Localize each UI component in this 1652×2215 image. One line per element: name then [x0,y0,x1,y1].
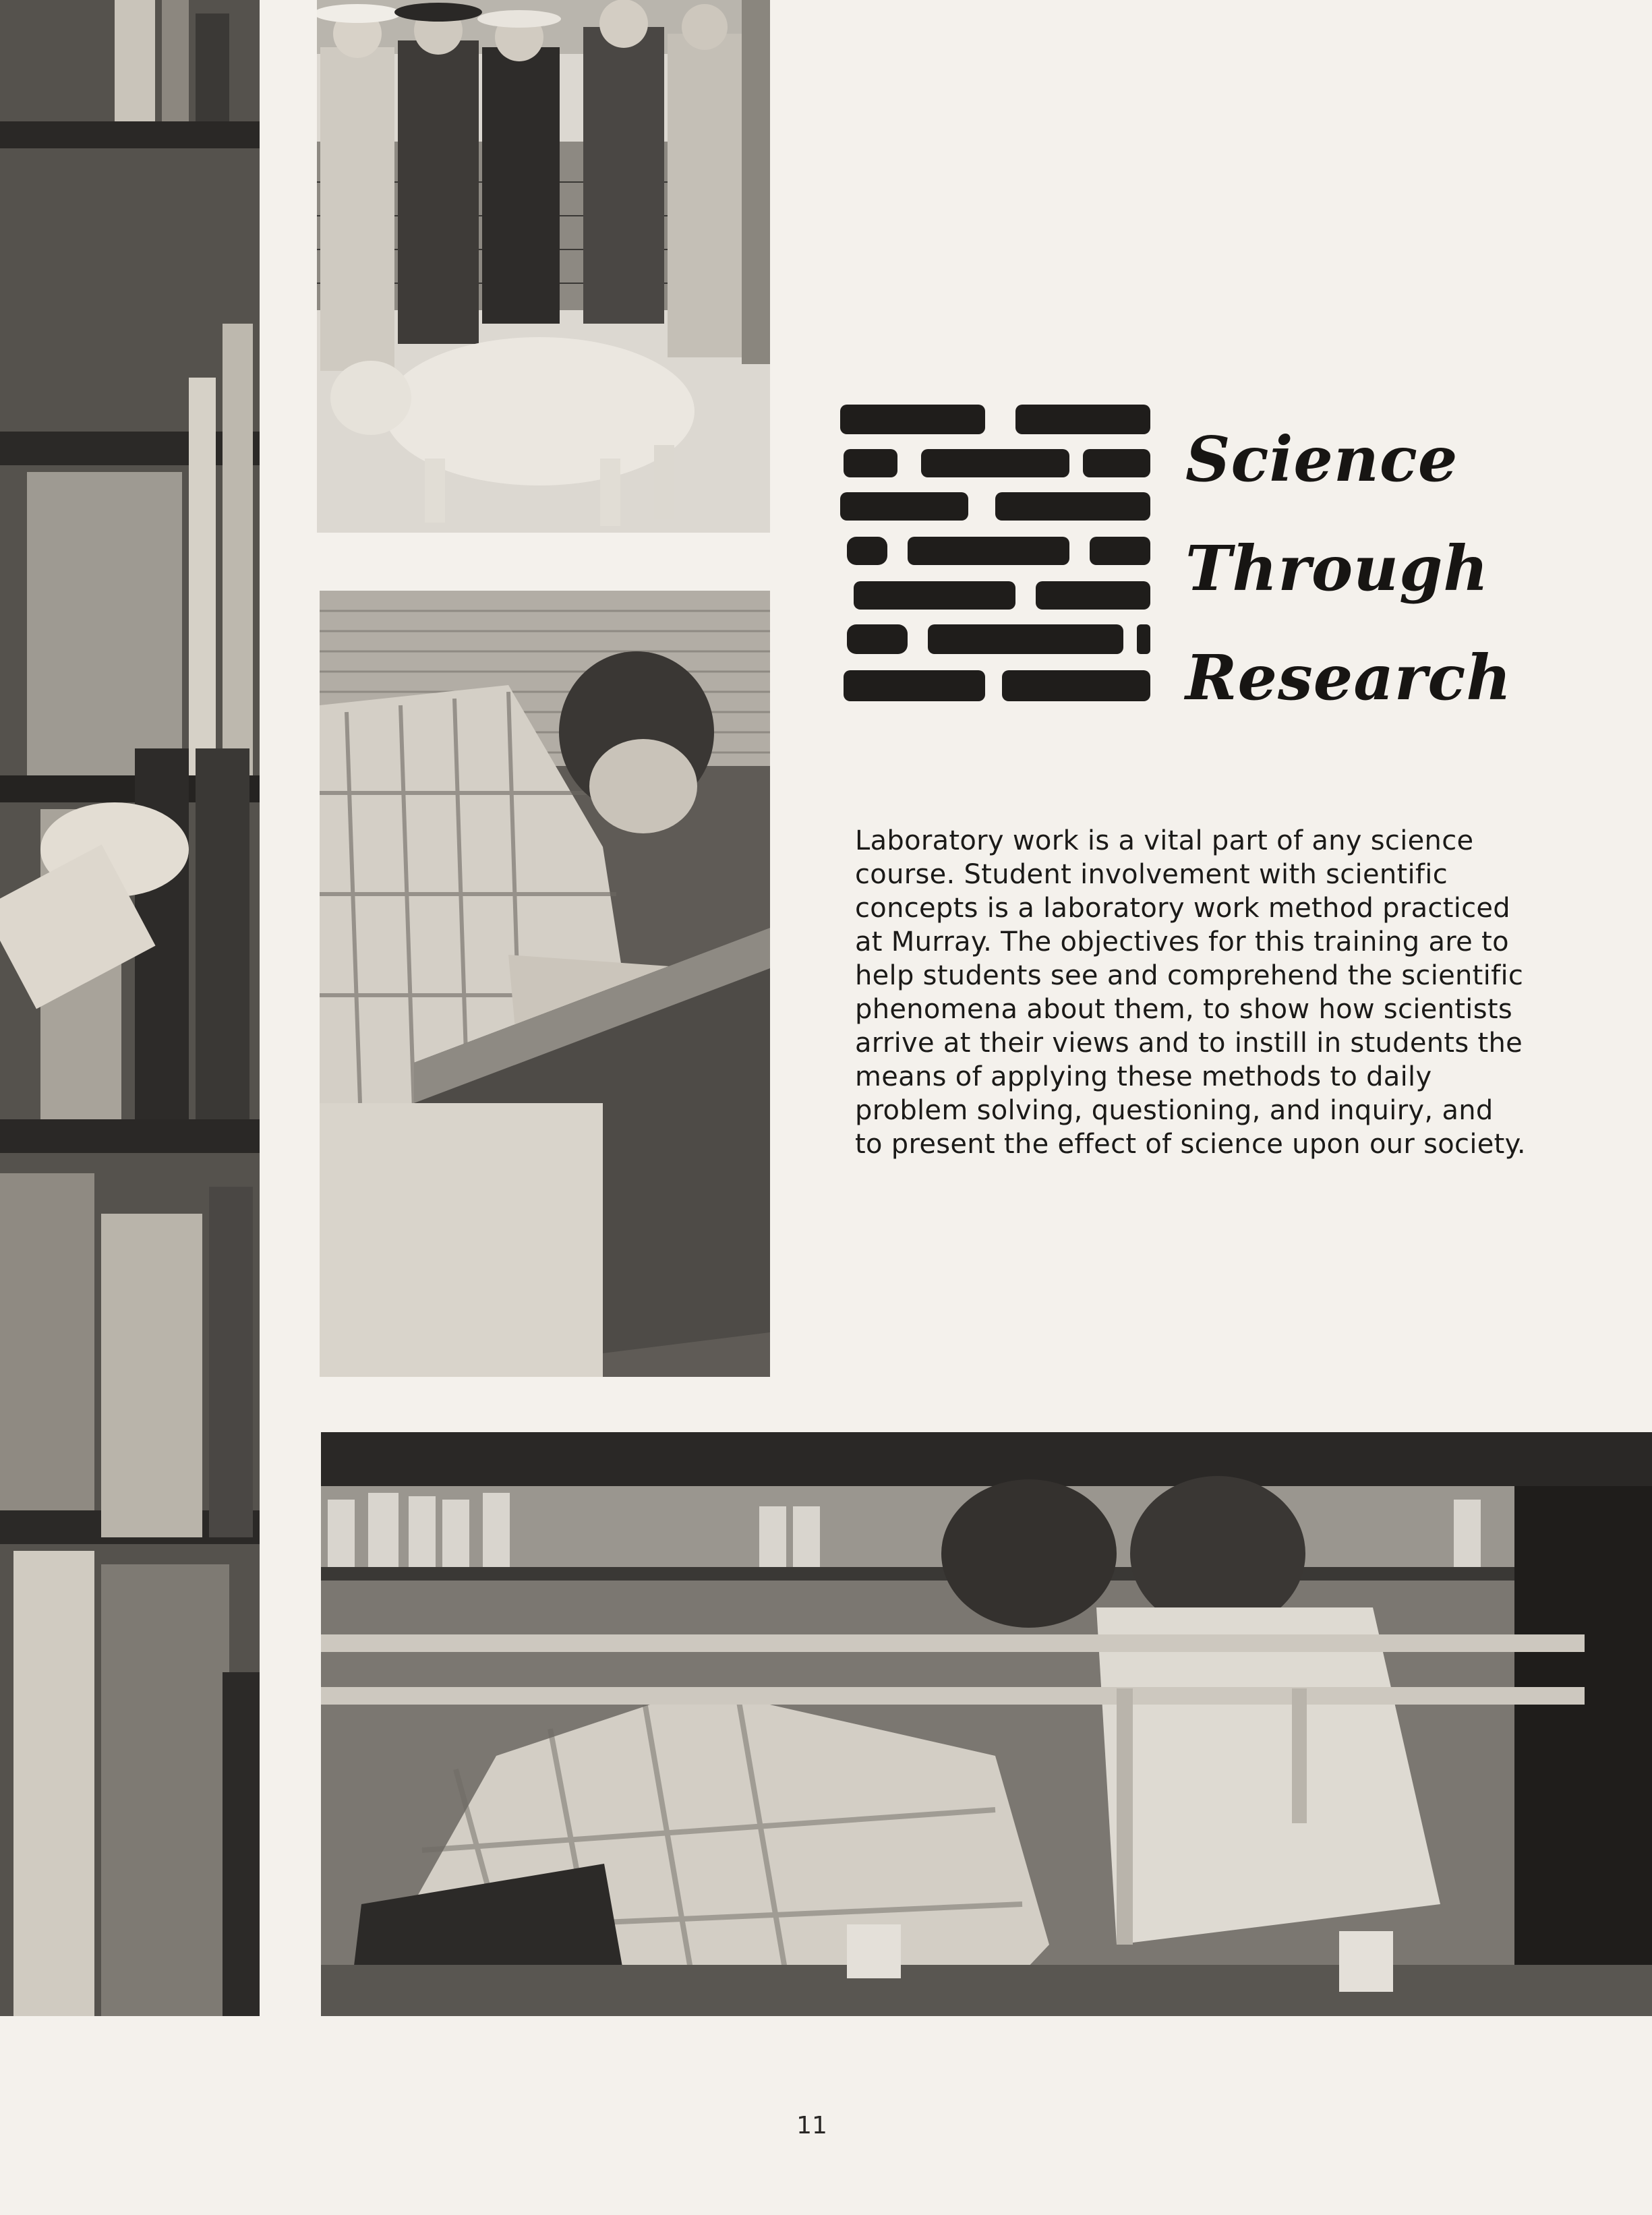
drafting-student-photo [320,591,770,1377]
title-line-3: Research [1185,641,1512,714]
section-title [1185,405,1590,732]
chemistry-lab-photo [321,1432,1652,2016]
title-line-1: Science [1185,423,1458,496]
title-line-2: Through [1185,532,1489,605]
body-paragraph: Laboratory work is a vital part of any science course. Student involvement with scientific concepts is a laboratory work method practiced at Murray. The objectives for this training are to help students see and comprehend the scientific phenomena about them, to show how scientists arrive at their views and to instill in students the means of applying these methods to daily problem solving, questioning, and inquiry, and to present the effect of science upon our society. [855,825,1526,1160]
livestock-judging-photo [317,0,770,533]
library-shelves-photo [0,0,260,2016]
page-number: 11 [796,2112,827,2139]
decorative-brick-graphic [840,405,1157,755]
